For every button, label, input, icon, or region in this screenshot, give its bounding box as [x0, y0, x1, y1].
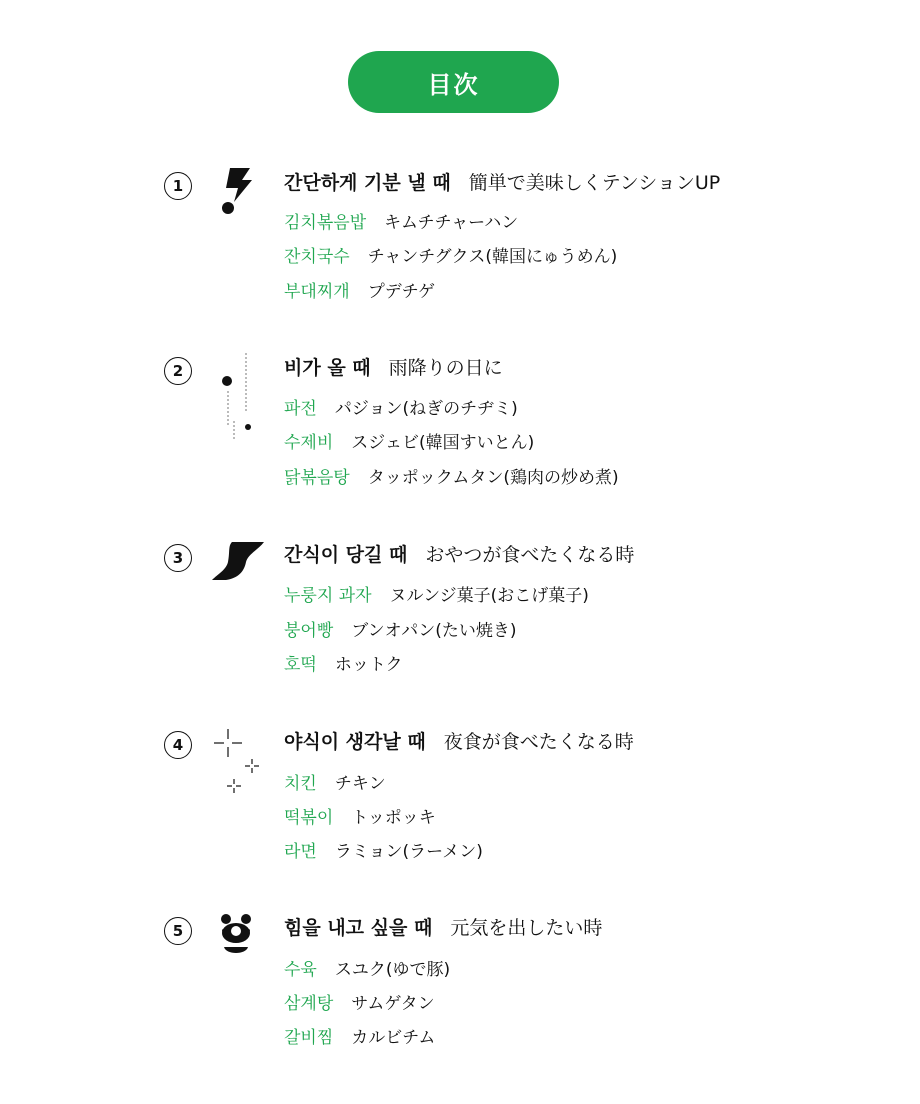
heading-japanese: 雨降りの日に — [388, 357, 503, 379]
section-heading — [284, 540, 634, 567]
heading-japanese: 簡単で美味しくテンションUP — [468, 172, 721, 194]
section-number: 1 — [164, 172, 192, 200]
item-japanese: タッポックムタン(鶏肉の炒め煮) — [367, 468, 619, 488]
list-item — [284, 616, 517, 641]
list-item — [284, 837, 483, 862]
exclamation-lightning-icon — [208, 166, 268, 246]
item-japanese: プデチゲ — [367, 282, 436, 302]
toc-section-4 — [0, 717, 920, 877]
item-korean: 라면 — [284, 842, 317, 862]
section-heading — [284, 913, 602, 940]
item-japanese: トッポッキ — [351, 808, 436, 828]
section-number: 3 — [164, 544, 192, 572]
item-japanese: サムゲタン — [351, 994, 435, 1014]
item-japanese: ホットク — [334, 655, 403, 675]
heading-korean: 간단하게 기분 낼 때 — [284, 172, 451, 194]
list-item — [284, 1023, 435, 1048]
item-korean: 파전 — [284, 399, 317, 419]
section-number: 4 — [164, 731, 192, 759]
item-korean: 잔치국수 — [284, 247, 350, 267]
toc-title: 目次 — [348, 51, 559, 113]
item-korean: 수제비 — [284, 433, 334, 453]
item-japanese: ブンオパン(たい焼き) — [351, 621, 517, 641]
toc-section-3 — [0, 530, 920, 690]
heading-japanese: 元気を出したい時 — [450, 917, 603, 939]
list-item — [284, 955, 450, 980]
list-item — [284, 277, 435, 302]
list-item — [284, 394, 518, 419]
sparkle-stars-icon — [208, 725, 268, 805]
heading-korean: 비가 올 때 — [284, 357, 371, 379]
item-korean: 치킨 — [284, 774, 317, 794]
section-heading — [284, 353, 503, 380]
item-korean: 김치볶음밥 — [284, 213, 367, 233]
list-item — [284, 208, 518, 233]
list-item — [284, 989, 435, 1014]
item-japanese: スユク(ゆで豚) — [334, 960, 451, 980]
item-korean: 떡볶이 — [284, 808, 334, 828]
item-japanese: キムチチャーハン — [384, 213, 519, 233]
toc-section-2 — [0, 343, 920, 503]
item-korean: 부대찌개 — [284, 282, 350, 302]
toc-section-1 — [0, 160, 920, 320]
heading-korean: 야식이 생각날 때 — [284, 731, 426, 753]
bear-face-icon — [208, 911, 268, 991]
toc-section-5 — [0, 903, 920, 1063]
list-item — [284, 428, 534, 453]
heading-japanese: 夜食が食べたくなる時 — [443, 731, 634, 753]
list-item — [284, 242, 617, 267]
item-korean: 닭볶음탕 — [284, 468, 350, 488]
list-item — [284, 650, 403, 675]
heading-korean: 힘을 내고 싶을 때 — [284, 917, 433, 939]
list-item — [284, 463, 619, 488]
section-heading — [284, 168, 720, 195]
wave-shape-icon — [208, 538, 268, 618]
item-japanese: カルビチム — [351, 1028, 436, 1048]
section-number: 2 — [164, 357, 192, 385]
item-japanese: ラミョン(ラーメン) — [334, 842, 483, 862]
item-korean: 호떡 — [284, 655, 317, 675]
heading-korean: 간식이 당길 때 — [284, 544, 408, 566]
list-item — [284, 769, 386, 794]
item-korean: 수육 — [284, 960, 317, 980]
section-number: 5 — [164, 917, 192, 945]
item-korean: 갈비찜 — [284, 1028, 334, 1048]
list-item — [284, 803, 436, 828]
item-korean: 붕어빵 — [284, 621, 334, 641]
item-japanese: パジョン(ねぎのチヂミ) — [334, 399, 518, 419]
item-japanese: ヌルンジ菓子(おこげ菓子) — [389, 586, 589, 606]
item-korean: 누룽지 과자 — [284, 586, 372, 606]
item-korean: 삼계탕 — [284, 994, 334, 1014]
item-japanese: チャンチグクス(韓国にゅうめん) — [367, 247, 618, 267]
section-heading — [284, 727, 634, 754]
item-japanese: チキン — [334, 774, 386, 794]
heading-japanese: おやつが食べたくなる時 — [425, 544, 635, 566]
list-item — [284, 581, 589, 606]
rain-drops-icon — [208, 351, 268, 451]
item-japanese: スジェビ(韓国すいとん) — [351, 433, 535, 453]
